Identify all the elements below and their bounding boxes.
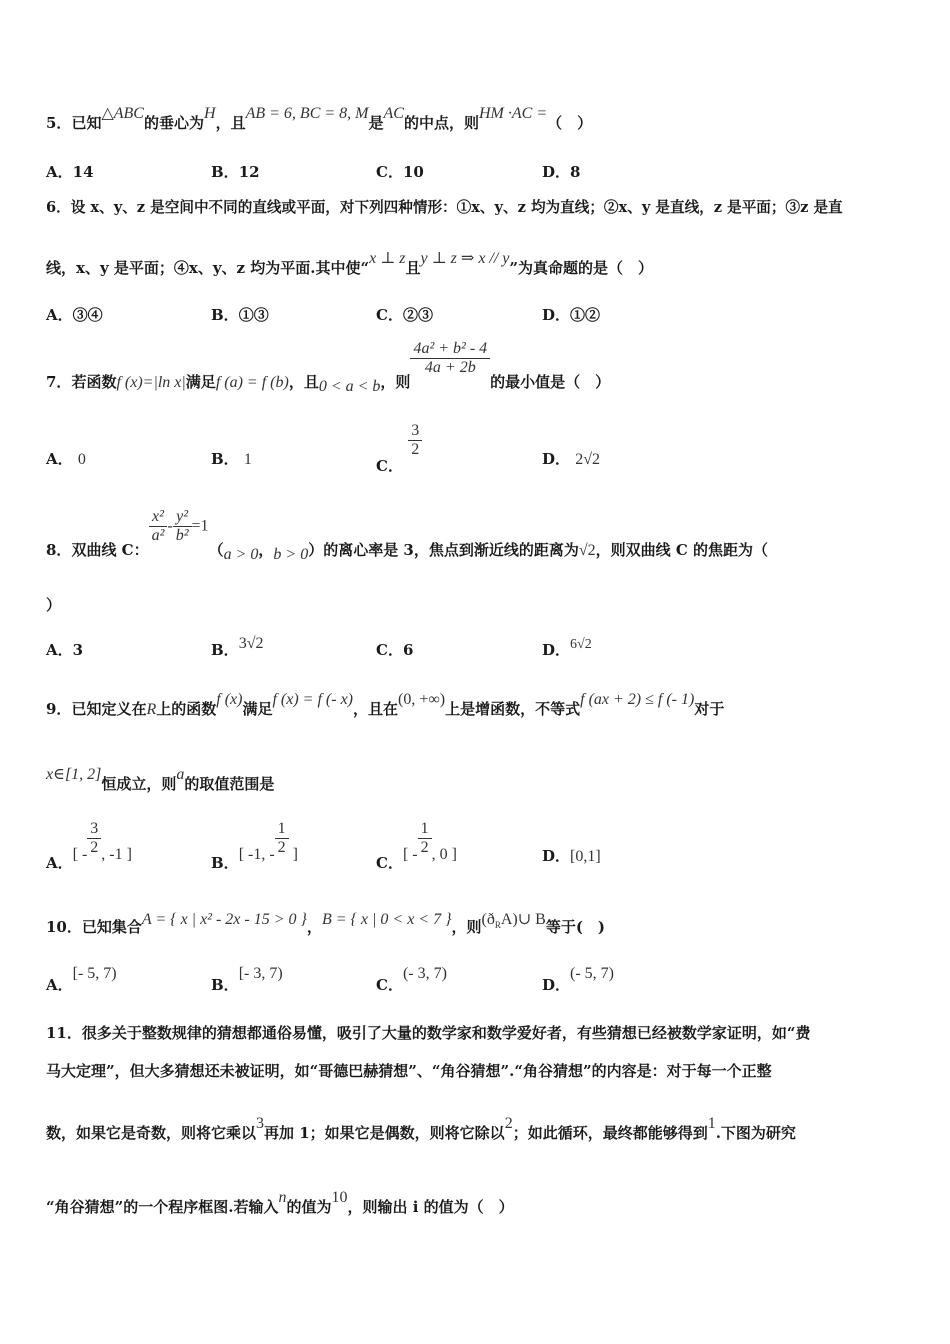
q10-option-c[interactable]: C．(- 3, 7): [376, 965, 447, 994]
q9-option-a[interactable]: A．[ - $\frac{3}{2}$ , -1 ]: [46, 820, 132, 872]
question-8-line-2: ）: [46, 596, 62, 614]
q7-fraction: [410, 340, 490, 377]
q10-option-c-value: (- 3, 7): [402, 965, 447, 982]
q5-text-2: 的垂心为: [143, 114, 204, 132]
q7-text-4: ，则: [380, 372, 411, 391]
q7-option-c[interactable]: C． $\frac{3}{2}$: [376, 422, 422, 459]
q8-text-1: 双曲线 C：: [71, 540, 149, 559]
q10-option-d[interactable]: D．(- 5, 7): [542, 965, 614, 994]
q11-math-2: 2: [504, 1115, 513, 1132]
q10-math-set-a: A = { x | x² - 2x - 15 > 0 }: [141, 911, 307, 928]
q10-option-b-value: [- 3, 7): [238, 965, 283, 982]
q11-text-5: “角谷猜想”的一个程序框图.若输入: [46, 1198, 279, 1216]
q8-option-d[interactable]: D．6√2: [542, 637, 592, 659]
q11-math-n: n: [278, 1189, 287, 1206]
q10-option-d-value: (- 5, 7): [570, 965, 614, 982]
q5-option-b-value: 12: [238, 163, 260, 181]
q5-math-ac: AC: [383, 105, 404, 122]
q7-text-1: 若函数: [71, 372, 117, 391]
q7-option-b-value: 1: [243, 451, 252, 468]
q5-number: 5．: [46, 114, 72, 132]
q9-text-5: 上是增函数，不等式: [445, 700, 581, 718]
question-6-line-1: 6．设 x、y、z 是空间中不同的直线或平面，对下列四种情形：①x、y、z 均为直线；②x、y 是直线，z 是平面；③z 是直: [46, 199, 843, 216]
q10-text-3: ，则: [451, 918, 482, 936]
q9-math-r: R: [146, 701, 157, 718]
q8-text-5: ，则双曲线 C 的焦距为（: [595, 540, 769, 559]
q7-option-d-value: 2√2: [575, 451, 601, 468]
q5-option-c-value: 10: [402, 163, 424, 181]
q6-text-2: 且: [405, 259, 421, 277]
q11-text-4: .下图为研究: [715, 1124, 796, 1142]
q6-option-b-value: ①③: [238, 306, 269, 324]
q8-option-d-value: 6√2: [570, 637, 592, 652]
question-10: [46, 911, 606, 938]
q5-option-c[interactable]: C．10: [376, 163, 424, 181]
q5-text-4: 是: [368, 114, 384, 132]
q7-option-b[interactable]: B． 1: [211, 450, 252, 468]
q7-option-a-value: 0: [77, 451, 86, 468]
q7-option-a[interactable]: A． 0: [46, 450, 86, 468]
q7-fraction-denominator: 4a + 2b: [424, 359, 476, 376]
q9-option-c[interactable]: C．[ - $\frac{1}{2}$ , 0 ]: [376, 820, 457, 872]
q6-math-1: x ⊥ z: [369, 250, 406, 267]
q9-option-d[interactable]: D．[0,1]: [542, 847, 601, 865]
q7-text-5: 的最小值是（ ）: [490, 372, 611, 391]
question-11-line-3: [46, 1115, 796, 1143]
q5-text-6: （ ）: [547, 114, 593, 132]
q8-option-b-value: 3√2: [238, 635, 264, 652]
q6-text-3: ”为真命题的是（ ）: [509, 259, 654, 277]
q7-option-d[interactable]: D． 2√2: [542, 450, 601, 468]
question-6-line-2: [46, 250, 654, 278]
q8-number: 8．: [46, 540, 72, 559]
q7-number: 7．: [46, 372, 72, 391]
question-9: [46, 691, 725, 719]
q6-option-b[interactable]: B．①③: [211, 306, 269, 324]
q7-math-ab: 0 < a < b: [318, 377, 381, 395]
q7-fraction-numerator: 4a² + b² - 4: [410, 340, 490, 359]
q8-text-4: ）的离心率是 3，焦点到渐近线的距离为: [308, 540, 579, 559]
q5-option-b[interactable]: B．12: [211, 163, 260, 181]
q11-math-1: 1: [707, 1115, 716, 1132]
q11-text-7: ，则输出 i 的值为（ ）: [347, 1198, 514, 1216]
q9-option-a-fraction: $\frac{3}{2}$: [87, 820, 101, 857]
q11-text-1: 数，如果它是奇数，则将它乘以: [46, 1124, 257, 1142]
q9-option-c-fraction: $\frac{1}{2}$: [418, 820, 432, 857]
q5-text-1: 已知: [71, 114, 102, 132]
q8-fraction-x: $\frac{\text{x²}}{\text{a²}}$: [149, 508, 168, 545]
q9-text-4: ，且在: [353, 700, 399, 718]
q5-math-h: H: [204, 105, 216, 122]
q10-option-a-value: [- 5, 7): [72, 965, 117, 982]
q9-text-1: 已知定义在: [71, 700, 147, 718]
q10-math-set-b: B = { x | 0 < x < 7 }: [321, 911, 452, 928]
q5-option-a-value: 14: [72, 163, 94, 181]
q6-text-1: 线，x、y 是平面；④x、y、z 均为平面.其中使“: [46, 259, 370, 277]
q10-text-4: 等于( ): [545, 918, 606, 936]
q5-option-d[interactable]: D．8: [542, 163, 581, 181]
q9-number: 9．: [46, 700, 72, 718]
q10-option-a[interactable]: A．[- 5, 7): [46, 965, 117, 994]
q9-math-fx: f (x): [216, 691, 243, 708]
q6-option-a-value: ③④: [72, 306, 103, 324]
q9-text-8: 的取值范围是: [184, 775, 275, 793]
q9-math-interval: (0, +∞): [398, 691, 446, 708]
q5-option-a[interactable]: A．14: [46, 163, 94, 181]
q8-math-b: b > 0: [273, 545, 309, 563]
q5-math-lengths: AB = 6, BC = 8, M: [245, 105, 369, 122]
question-11-line-1: 11．很多关于整数规律的猜想都通俗易懂，吸引了大量的数学家和数学爱好者，有些猜想已经被数学家证明，如“费: [46, 1024, 811, 1042]
q9-option-b-fraction: $\frac{1}{2}$: [275, 820, 289, 857]
q6-option-d[interactable]: D．①②: [542, 306, 601, 324]
q9-math-x-range: x∈[1, 2]: [46, 766, 102, 783]
q7-text-3: ，且: [288, 372, 319, 391]
q6-option-a[interactable]: A．③④: [46, 306, 103, 324]
q9-text-6: 对于: [694, 700, 725, 718]
q9-math-even: f (x) = f (- x): [272, 691, 353, 708]
q11-math-10: 10: [331, 1189, 348, 1206]
q8-minus: -: [167, 517, 173, 535]
q9-math-a: a: [176, 766, 185, 783]
question-7: [46, 340, 611, 395]
q10-number: 10．: [46, 918, 82, 936]
question-11-line-4: [46, 1189, 514, 1217]
question-8: [46, 508, 769, 563]
q9-text-3: 满足: [242, 700, 273, 718]
q9-option-b[interactable]: B．[ -1, - $\frac{1}{2}$ ]: [211, 820, 298, 872]
q8-text-2: （: [208, 540, 224, 559]
q9-math-ineq: f (ax + 2) ≤ f (- 1): [580, 691, 695, 708]
q7-math-fab: f (a) = f (b): [215, 373, 289, 391]
q10-text-2: ，: [306, 918, 322, 936]
q8-text-3: ，: [258, 540, 274, 559]
q11-text-6: 的值为: [286, 1198, 332, 1216]
q6-option-d-value: ①②: [570, 306, 601, 324]
question-9-line-2: [46, 766, 275, 794]
q10-text-1: 已知集合: [81, 918, 142, 936]
q10-option-b[interactable]: B．[- 3, 7): [211, 965, 283, 994]
q7-math-f: f (x)=|ln x|: [116, 373, 186, 391]
q10-math-complement: $(ð_RA)\cup$ B: [481, 911, 546, 931]
q7-option-c-fraction: $\frac{3}{2}$: [408, 422, 422, 459]
q9-text-7: 恒成立，则: [101, 775, 177, 793]
question-5: [46, 105, 593, 133]
q8-equals: =1: [191, 517, 209, 535]
q6-option-c-value: ②③: [402, 306, 433, 324]
question-11-line-2: 马大定理”，但大多猜想还未被证明，如“哥德巴赫猜想”、“角谷猜想”.“角谷猜想”的内容是：对于每一个正整: [46, 1062, 772, 1080]
q8-option-a-value: 3: [72, 641, 84, 659]
q5-text-5: 的中点，则: [403, 114, 479, 132]
q6-math-2: y ⊥ z ⇒ x // y: [420, 250, 510, 267]
q11-math-3: 3: [256, 1115, 265, 1132]
q11-text-2: 再加 1；如果它是偶数，则将它除以: [264, 1124, 505, 1142]
q6-option-c[interactable]: C．②③: [376, 306, 433, 324]
q9-text-2: 上的函数: [156, 700, 217, 718]
q8-math-sqrt2: √2: [578, 541, 596, 559]
q9-option-d-value: [0,1]: [570, 848, 601, 865]
q8-option-c-value: 6: [402, 641, 414, 659]
q8-option-c[interactable]: C．6: [376, 641, 414, 659]
q8-option-a[interactable]: A．3: [46, 641, 84, 659]
q8-option-b[interactable]: B．3√2: [211, 635, 264, 659]
q7-text-2: 满足: [185, 372, 216, 391]
q5-math-dot: HM ·AC =: [478, 105, 548, 122]
q5-math-triangle: △ABC: [101, 105, 144, 122]
q8-fraction-y: $\frac{\text{y²}}{\text{b²}}$: [173, 508, 192, 545]
q5-text-3: ，且: [215, 114, 246, 132]
q5-option-d-value: 8: [570, 163, 581, 181]
q11-text-3: ；如此循环，最终都能够得到: [512, 1124, 708, 1142]
q8-math-a: a > 0: [223, 545, 259, 563]
